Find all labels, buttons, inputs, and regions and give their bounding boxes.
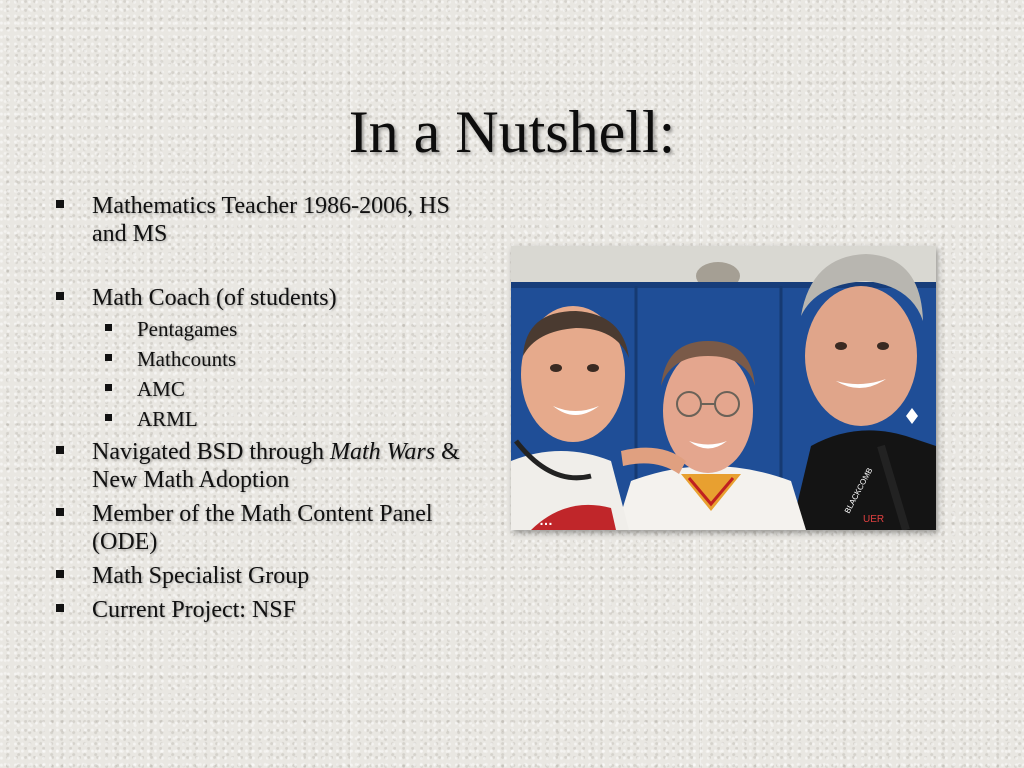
square-bullet-icon xyxy=(105,324,112,331)
square-bullet-icon xyxy=(56,200,64,208)
square-bullet-icon xyxy=(56,570,64,578)
list-item xyxy=(52,192,472,248)
list-item-text: ARML xyxy=(137,407,198,431)
bullet-list xyxy=(52,192,472,630)
square-bullet-icon xyxy=(56,604,64,612)
list-item-text: Current Project: NSF xyxy=(92,597,296,623)
list-item-text: Navigated BSD through xyxy=(92,439,330,465)
sub-list-item xyxy=(52,316,472,342)
sub-list-item xyxy=(52,406,472,432)
list-item-text: Math Coach (of students) xyxy=(92,285,337,311)
sub-list-item xyxy=(52,376,472,402)
list-item xyxy=(52,284,472,312)
photo-badge-text: UER xyxy=(863,514,885,525)
list-item xyxy=(52,596,472,624)
square-bullet-icon xyxy=(105,384,112,391)
texture-seam xyxy=(0,700,1024,701)
slide-title: In a Nutshell: xyxy=(348,99,676,165)
group-photo-illustration xyxy=(511,246,936,530)
list-item-text: Mathcounts xyxy=(137,347,237,371)
list-item-text: Member of the Math Content Panel (ODE) xyxy=(92,501,433,555)
square-bullet-icon xyxy=(56,508,64,516)
square-bullet-icon xyxy=(56,292,64,300)
list-item-text: Mathematics Teacher 1986-2006, HS and MS xyxy=(92,193,450,247)
list-item-text: Math Specialist Group xyxy=(92,563,310,589)
list-item-emphasis: Math Wars xyxy=(329,439,436,465)
list-item xyxy=(52,438,472,494)
square-bullet-icon xyxy=(105,414,112,421)
list-item-text: & New Math Adoption xyxy=(92,439,460,493)
square-bullet-icon xyxy=(56,446,64,454)
list-item-text: Pentagames xyxy=(137,317,238,341)
list-item-text: AMC xyxy=(137,377,185,401)
square-bullet-icon xyxy=(105,354,112,361)
photo-lanyard-text: BLACKCOMB xyxy=(842,466,875,515)
list-item xyxy=(52,500,472,556)
sub-list-item xyxy=(52,346,472,372)
list-item xyxy=(52,562,472,590)
photo-shirt-text: … xyxy=(539,512,553,528)
group-photo xyxy=(511,246,936,530)
